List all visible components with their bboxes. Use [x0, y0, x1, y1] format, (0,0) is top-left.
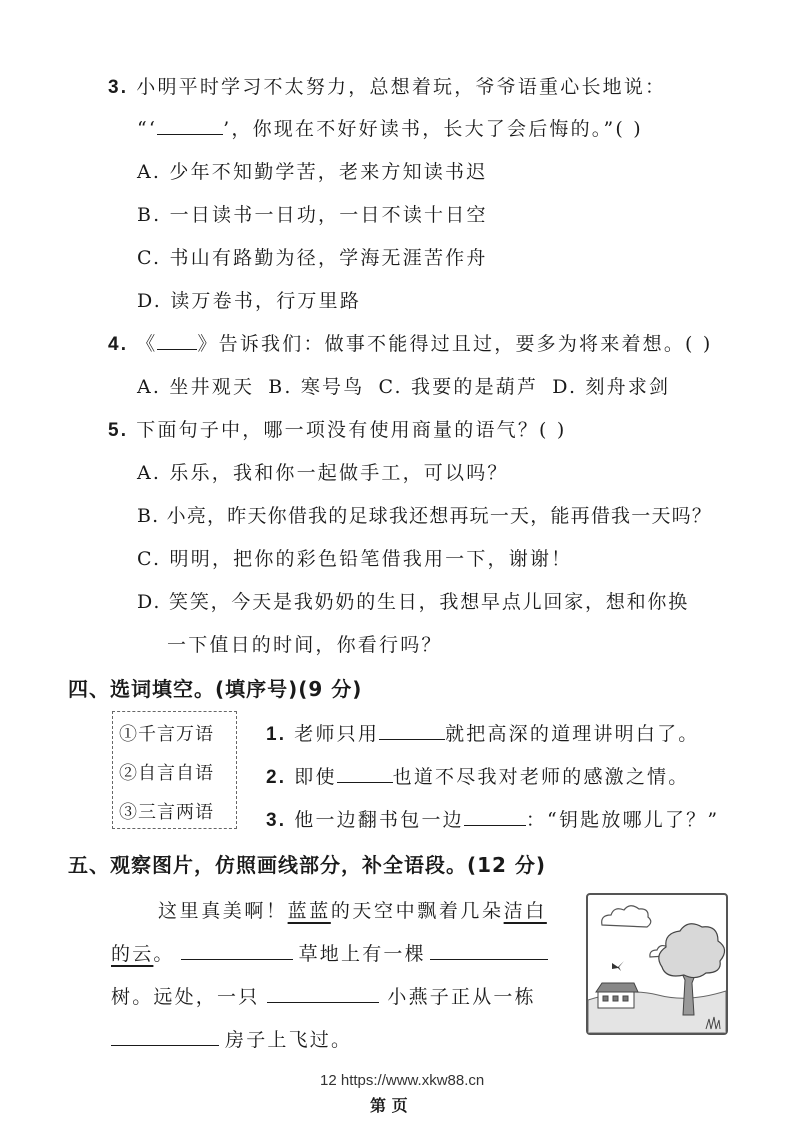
- scene-illustration: [586, 893, 728, 1035]
- s4-item-1-before: 老师只用: [294, 723, 380, 745]
- s5-line1: [158, 896, 547, 923]
- s5-blank-1[interactable]: [181, 941, 293, 960]
- q3-option-d[interactable]: D. 读万卷书，行万里路: [137, 290, 362, 312]
- q3-number: 3.: [108, 77, 129, 98]
- q5-stem: [108, 415, 567, 442]
- s4-item-3-before: 他一边翻书包一边: [294, 809, 464, 831]
- q3-line1: [108, 72, 666, 99]
- s5-underlined-jiebai: 洁白: [503, 900, 547, 922]
- q3-line2-text: ’，你现在不好好读书，长大了会后悔的。”( ): [223, 118, 643, 140]
- s4-item-1: [266, 719, 699, 746]
- house-icon: [596, 983, 638, 1008]
- watermark-text: 12 https://www.xkw88.cn: [320, 1072, 485, 1089]
- swallow-icon: [612, 961, 624, 971]
- q5-option-d[interactable]: D. 笑笑，今天是我奶奶的生日，我想早点儿回家，想和你换: [137, 591, 690, 613]
- q4-text: 》告诉我们：做事不能得过且过，要多为将来着想。( ): [197, 333, 713, 355]
- word-option-1: ①千言万语: [119, 724, 214, 745]
- s5-line4: [111, 1025, 352, 1052]
- s4-item-3-after: ：“钥匙放哪儿了？”: [525, 809, 720, 831]
- s4-item-2-blank[interactable]: [337, 764, 393, 783]
- section4-heading: 四、选词填空。(填序号)(9 分): [68, 677, 363, 701]
- s5-line1-a: 这里真美啊！: [158, 900, 288, 922]
- s5-line2-b: 草地上有一棵: [298, 943, 426, 965]
- s4-item-2: [266, 762, 689, 789]
- q4-option-d[interactable]: D. 刻舟求剑: [552, 376, 671, 398]
- q5-option-a[interactable]: A. 乐乐，我和你一起做手工，可以吗？: [137, 462, 509, 484]
- q4-number: 4.: [108, 334, 129, 355]
- q4-stem: [108, 329, 713, 356]
- q4-options: [137, 372, 670, 399]
- s4-item-3: [266, 805, 719, 832]
- s5-line1-b: 的天空中飘着几朵: [330, 900, 504, 922]
- word-choice-box: [112, 711, 237, 829]
- q3-stem: 小明平时学习不太努力，总想着玩，爷爷语重心长地说：: [136, 76, 667, 98]
- s5-line4-text: 房子上飞过。: [225, 1029, 353, 1051]
- landscape-image: [588, 895, 726, 1033]
- s4-item-1-number: 1.: [266, 724, 287, 745]
- q5-option-c[interactable]: C. 明明，把你的彩色铅笔借我用一下，谢谢！: [137, 548, 573, 570]
- q4-bracket-open: 《: [136, 333, 158, 355]
- s4-item-3-blank[interactable]: [464, 807, 526, 826]
- s5-underlined-deyun: 的云: [111, 943, 154, 965]
- s5-line2: [111, 939, 548, 966]
- s4-item-1-blank[interactable]: [379, 721, 445, 740]
- q5-option-b[interactable]: B. 小亮，昨天你借我的足球我还想再玩一天，能再借我一天吗？: [137, 505, 713, 527]
- s5-line3-a: 树。远处，一只: [111, 986, 260, 1008]
- q5-number: 5.: [108, 420, 129, 441]
- q4-option-c[interactable]: C. 我要的是葫芦: [378, 376, 539, 398]
- s5-line2-a: 。: [153, 943, 175, 965]
- s5-blank-3[interactable]: [267, 984, 379, 1003]
- s5-underlined-lanlan: 蓝蓝: [287, 900, 331, 922]
- q3-blank[interactable]: [157, 116, 223, 135]
- s4-item-3-number: 3.: [266, 810, 287, 831]
- s4-item-2-after: 也道不尽我对老师的感激之情。: [392, 766, 690, 788]
- word-option-3: ③三言两语: [119, 802, 214, 823]
- q3-option-c[interactable]: C. 书山有路勤为径，学海无涯苦作舟: [137, 247, 488, 269]
- q4-option-b[interactable]: B. 寒号鸟: [268, 376, 365, 398]
- s5-blank-4[interactable]: [111, 1027, 219, 1046]
- q3-option-a[interactable]: A. 少年不知勤学苦，老来方知读书迟: [137, 161, 488, 183]
- section5-heading: 五、观察图片，仿照画线部分，补全语段。(12 分): [68, 853, 547, 877]
- q3-line2: [137, 114, 643, 141]
- s4-item-1-after: 就把高深的道理讲明白了。: [445, 723, 700, 745]
- s4-item-2-before: 即使: [294, 766, 337, 788]
- s4-item-2-number: 2.: [266, 767, 287, 788]
- s5-blank-2[interactable]: [430, 941, 548, 960]
- q5-option-d-line2: 一下值日的时间，你看行吗？: [167, 634, 443, 656]
- s5-line3: [111, 982, 536, 1009]
- q4-blank[interactable]: [157, 331, 197, 350]
- q4-option-a[interactable]: A. 坐井观天: [137, 376, 255, 398]
- s5-line3-b: 小燕子正从一栋: [387, 986, 536, 1008]
- word-option-2: ②自言自语: [119, 763, 214, 784]
- q5-text: 下面句子中，哪一项没有使用商量的语气？( ): [136, 419, 567, 441]
- q3-option-b[interactable]: B. 一日读书一日功，一日不读十日空: [137, 204, 488, 226]
- page-number: 第 页: [370, 1096, 408, 1115]
- q3-quote-open: “‘: [137, 118, 158, 140]
